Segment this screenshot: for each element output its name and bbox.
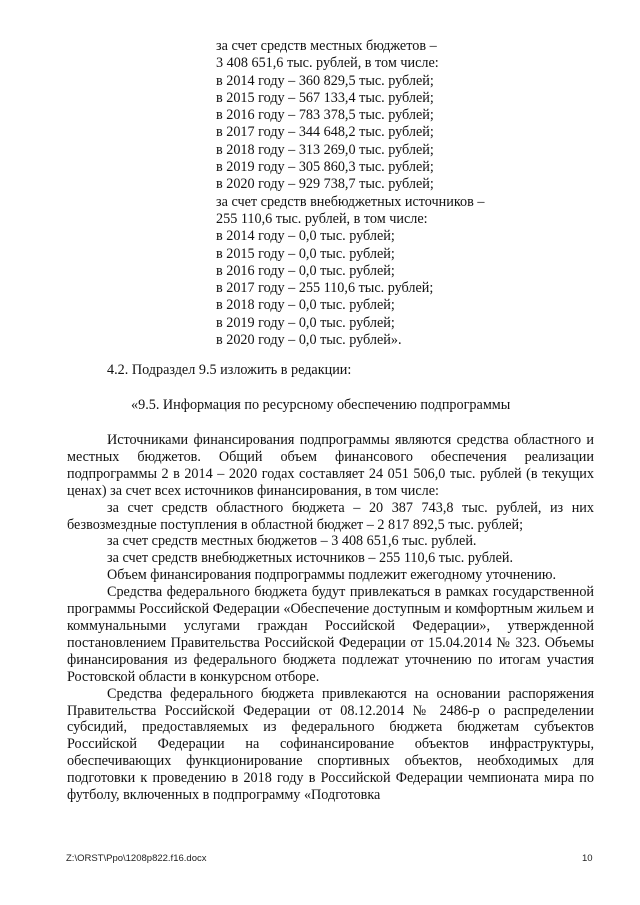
funding-line: в 2015 году – 0,0 тыс. рублей;	[216, 245, 395, 262]
body-text	[67, 432, 594, 804]
footer-file-path: Z:\ORST\Ppo\1208p822.f16.docx	[66, 853, 207, 864]
funding-line: в 2018 году – 0,0 тыс. рублей;	[216, 297, 395, 314]
funding-line: в 2014 году – 0,0 тыс. рублей;	[216, 228, 395, 245]
funding-line: в 2019 году – 305 860,3 тыс. рублей;	[216, 159, 434, 176]
paragraph: Источниками финансирования подпрограммы являются средства областного и местных бюджетов. Общий объем финансового обеспечения реализации подпрограммы 2 в 2014 – 2020 годах составляет 24 051 506,0 тыс. рублей (в текущих ценах) за счет всех источников финансирования, в том числе:	[67, 432, 594, 499]
paragraph: Объем финансирования подпрограммы подлежит ежегодному уточнению.	[107, 567, 557, 584]
footer-page-number: 10	[582, 853, 593, 864]
funding-line: в 2016 году – 783 378,5 тыс. рублей;	[216, 107, 434, 124]
section-title: «9.5. Информация по ресурсному обеспечению подпрограммы	[131, 397, 511, 413]
funding-line: в 2014 году – 360 829,5 тыс. рублей;	[216, 72, 434, 89]
funding-line: в 2017 году – 255 110,6 тыс. рублей;	[216, 280, 434, 297]
funding-line: за счет средств местных бюджетов –	[216, 38, 437, 54]
funding-line: в 2020 году – 0,0 тыс. рублей».	[216, 332, 402, 349]
paragraph: за счет средств областного бюджета – 20 387 743,8 тыс. рублей, из них безвозмездные поступления в областной бюджет – 2 817 892,5 тыс. рублей;	[67, 499, 594, 533]
funding-line: за счет средств внебюджетных источников –	[216, 193, 485, 210]
funding-line: в 2017 году – 344 648,2 тыс. рублей;	[216, 124, 434, 141]
funding-line: в 2015 году – 567 133,4 тыс. рублей;	[216, 89, 434, 106]
funding-line: 255 110,6 тыс. рублей, в том числе:	[216, 210, 428, 227]
paragraph: Средства федерального бюджета будут привлекаться в рамках государственной программы Российской Федерации «Обеспечение доступным и комфортным жильем и коммунальными услугами граждан Российской Федерации», утвержденной постановлением Правительства Российской Федерации от 15.04.2014 № 323. Объемы финансирования из федерального бюджета подлежат уточнению по итогам участия Ростовской области в конкурсном отборе.	[67, 584, 594, 685]
funding-line: 3 408 651,6 тыс. рублей, в том числе:	[216, 55, 439, 72]
funding-line: в 2018 году – 313 269,0 тыс. рублей;	[216, 141, 434, 158]
funding-list	[216, 38, 536, 349]
paragraph: Средства федерального бюджета привлекаются на основании распоряжения Правительства Российской Федерации от 08.12.2014 № 2486-р о распределении субсидий, предоставляемых из федерального бюджета бюджетам субъектов Российской Федерации на софинансирование объектов инфраструктуры, обеспечивающих функционирование спортивных объектов, необходимых для подготовки к проведению в 2018 году в Российской Федерации чемпионата мира по футболу, включенных в подпрограмму «Подготовка	[67, 685, 594, 804]
paragraph: за счет средств внебюджетных источников – 255 110,6 тыс. рублей.	[107, 550, 514, 567]
paragraph: за счет средств местных бюджетов – 3 408 651,6 тыс. рублей.	[107, 533, 477, 550]
funding-line: в 2016 году – 0,0 тыс. рублей;	[216, 262, 395, 279]
funding-line: в 2019 году – 0,0 тыс. рублей;	[216, 314, 395, 331]
funding-line: в 2020 году – 929 738,7 тыс. рублей;	[216, 176, 434, 193]
item-4-2: 4.2. Подраздел 9.5 изложить в редакции:	[107, 362, 352, 378]
